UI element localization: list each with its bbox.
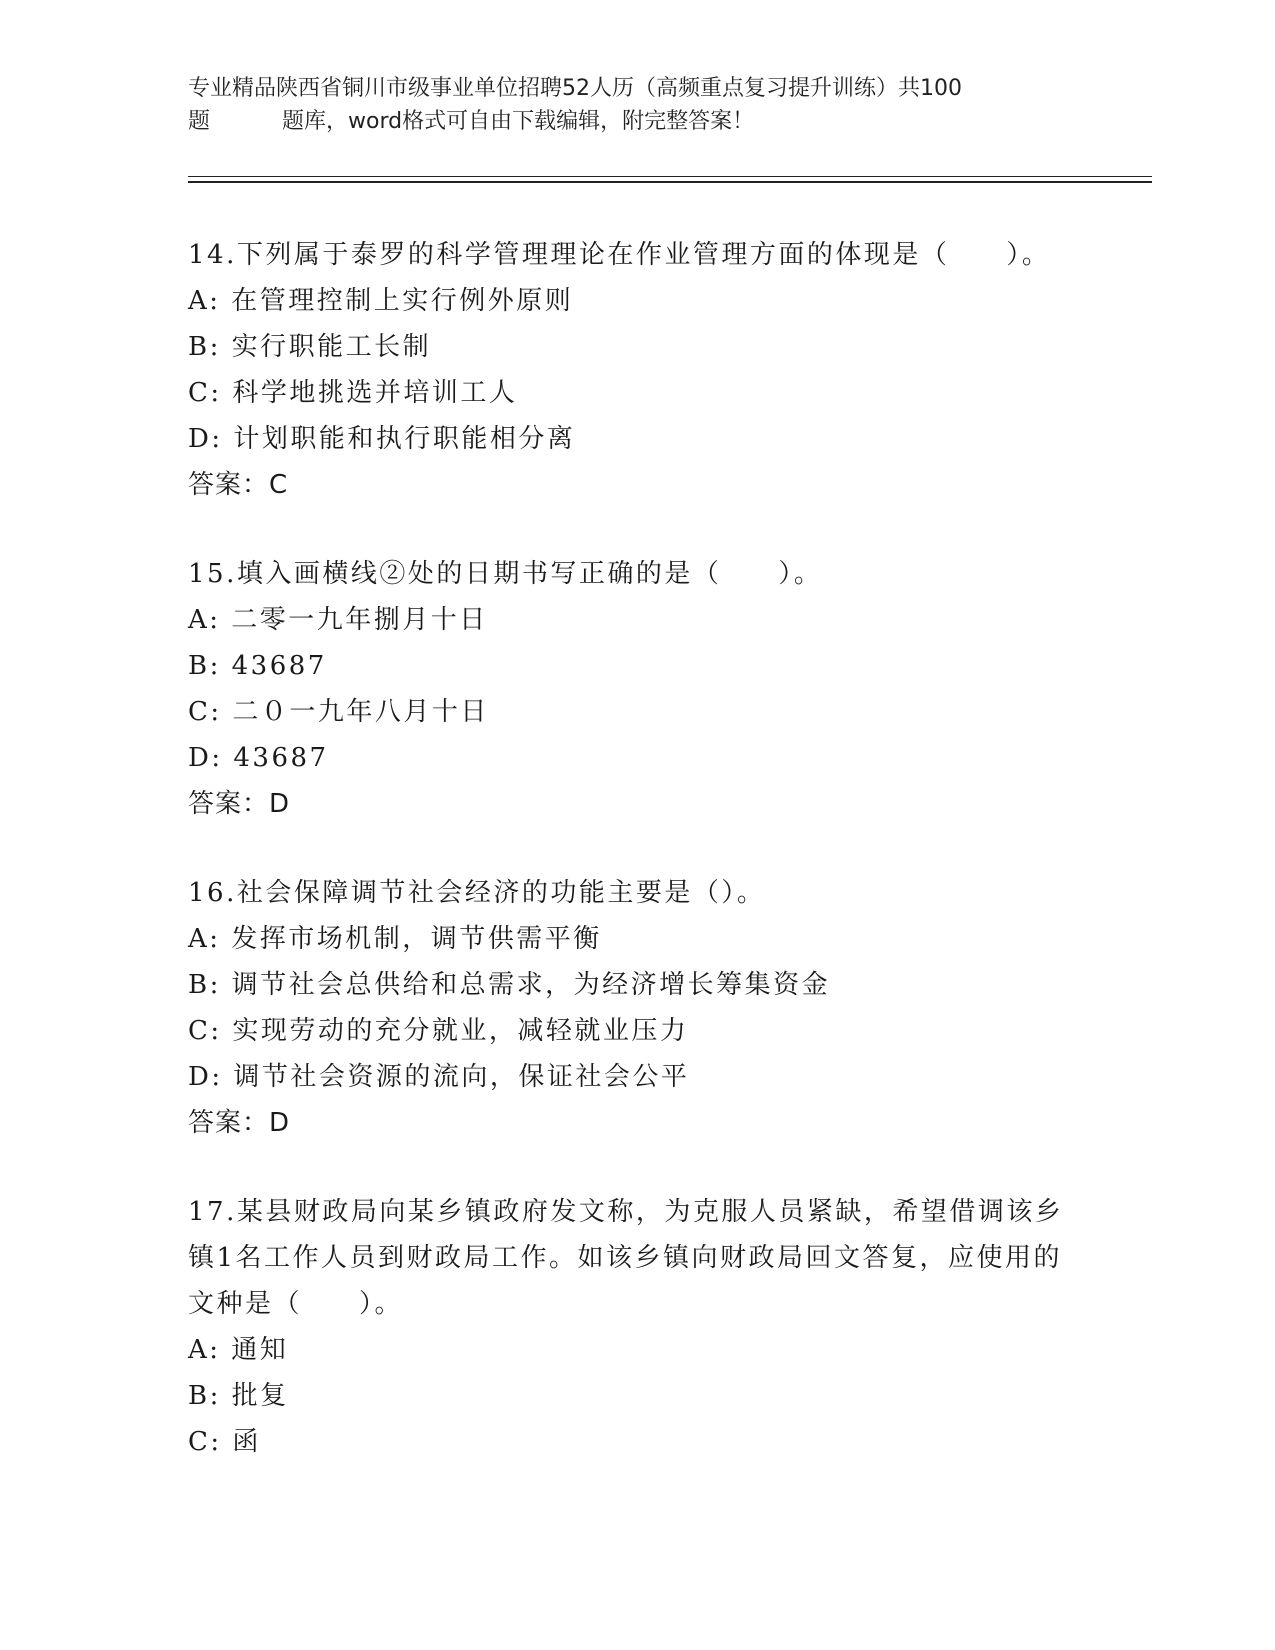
document-header [188,72,1068,138]
option-b: B: 实行职能工长制 [188,332,432,362]
option-a: A: 通知 [188,1335,289,1365]
header-line-2-right: 题库，word格式可自由下载编辑，附完整答案！ [282,109,755,134]
question-stem: 14.下列属于泰罗的科学管理理论在作业管理方面的体现是（ ）。 [188,240,1051,270]
question-stem: 16.社会保障调节社会经济的功能主要是（）。 [188,878,766,908]
question-15 [188,551,1088,827]
question-17 [188,1189,1088,1465]
header-line-1: 专业精品陕西省铜川市级事业单位招聘52人历（高频重点复习提升训练）共100 [188,76,962,101]
answer-line [188,781,1088,827]
header-rule-thin [188,176,1152,177]
question-list [188,232,1088,1465]
question-16 [188,870,1088,1146]
answer-label: 答案： [188,789,270,819]
question-stem: 17.某县财政局向某乡镇政府发文称，为克服人员紧缺，希望借调该乡镇1名工作人员到财政局工作。如该乡镇向财政局回文答复，应使用的文种是（ ）。 [188,1197,1064,1319]
question-stem: 15.填入画横线②处的日期书写正确的是（ ）。 [188,559,823,589]
option-c: C: 科学地挑选并培训工人 [188,378,518,408]
option-d: D: 调节社会资源的流向，保证社会公平 [188,1062,690,1092]
option-d: D: 43687 [188,743,329,773]
answer-label: 答案： [188,1108,270,1138]
option-b: B: 43687 [188,651,327,681]
answer-value: D [269,789,290,819]
answer-value: C [269,470,288,500]
answer-value: D [269,1108,290,1138]
option-d: D: 计划职能和执行职能相分离 [188,424,576,454]
option-c: C: 二０一九年八月十日 [188,697,489,727]
option-a: A: 发挥市场机制，调节供需平衡 [188,924,602,954]
answer-line [188,462,1088,508]
header-line-2 [188,105,1068,138]
option-a: A: 二零一九年捌月十日 [188,605,488,635]
option-b: B: 调节社会总供给和总需求，为经济增长筹集资金 [188,970,831,1000]
header-line-2-left: 题 [188,109,211,134]
question-14 [188,232,1088,508]
answer-label: 答案： [188,470,270,500]
header-rule-thick [188,181,1152,183]
option-a: A: 在管理控制上实行例外原则 [188,286,574,316]
option-c: C: 实现劳动的充分就业，减轻就业压力 [188,1016,689,1046]
answer-line [188,1100,1088,1146]
option-c: C: 函 [188,1427,261,1457]
option-b: B: 批复 [188,1381,289,1411]
